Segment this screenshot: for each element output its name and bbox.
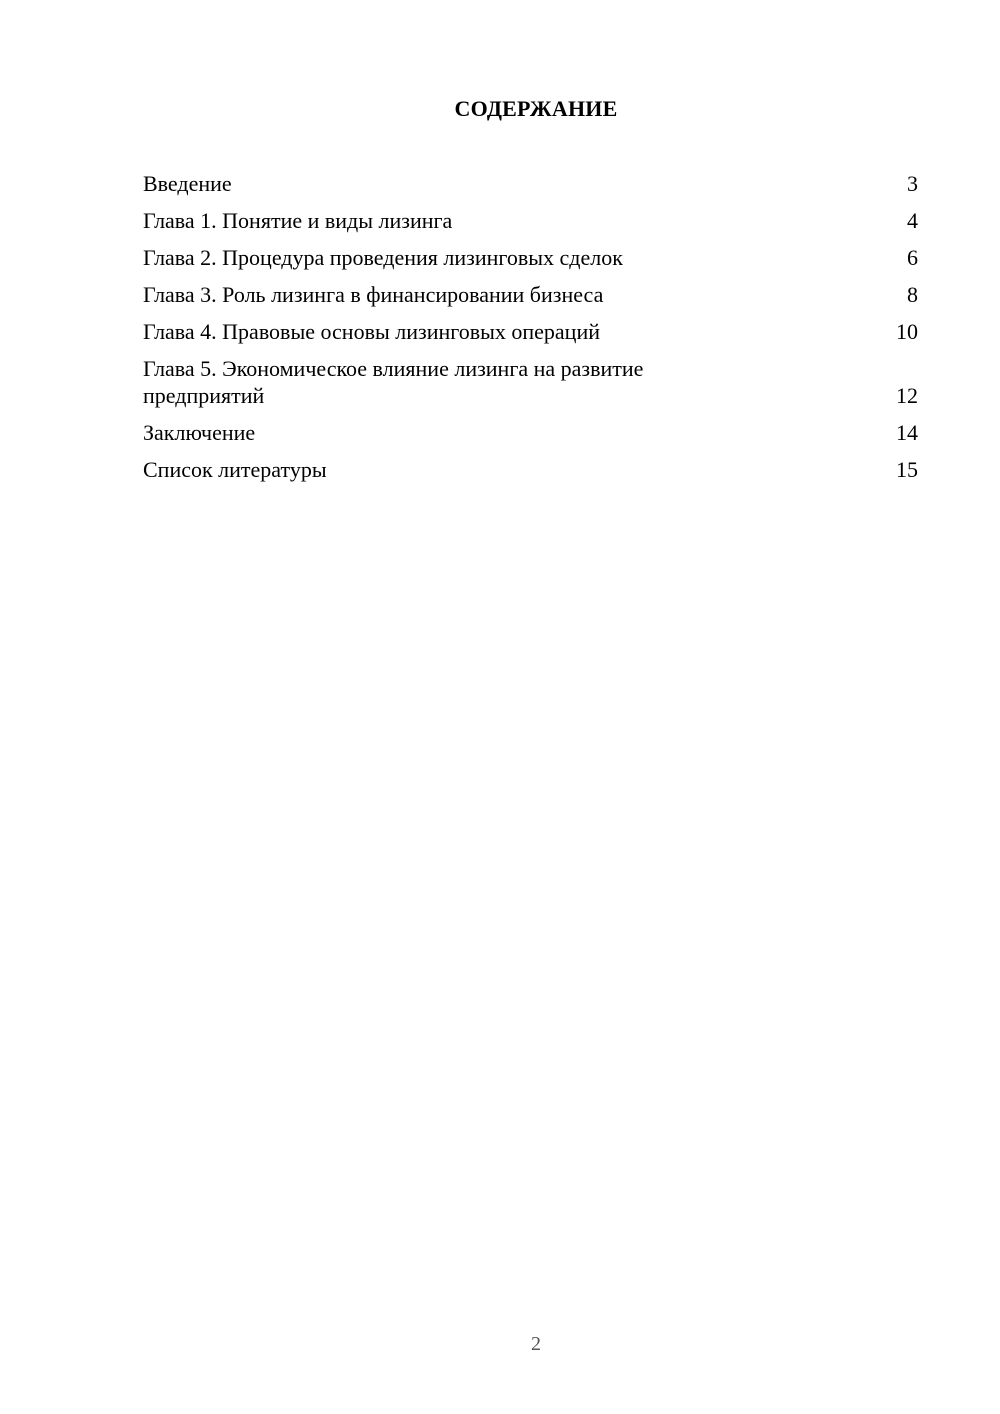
toc-entry-title: Глава 4. Правовые основы лизинговых операций (143, 319, 601, 344)
toc-entry-chapter-5 (143, 355, 918, 409)
toc-entry-title: Введение (143, 171, 232, 196)
toc-entry-page: 12 (896, 383, 918, 408)
toc-entry-title: Список литературы (143, 457, 327, 482)
toc-entry-page: 14 (896, 420, 918, 445)
toc-entry-page: 3 (907, 171, 918, 196)
toc-entry-title: Глава 3. Роль лизинга в финансировании бизнеса (143, 282, 604, 307)
toc-entry-title: Глава 2. Процедура проведения лизинговых сделок (143, 245, 623, 270)
toc-entry-chapter-1 (143, 207, 918, 234)
toc-entry-page: 8 (907, 282, 918, 307)
table-of-contents (143, 170, 918, 493)
page-title: СОДЕРЖАНИЕ (454, 96, 618, 121)
toc-entry-page: 4 (907, 208, 918, 233)
toc-entry-title: Заключение (143, 420, 256, 445)
page-number: 2 (531, 1333, 541, 1355)
toc-entry-page: 10 (896, 319, 918, 344)
toc-entry-chapter-4 (143, 318, 918, 345)
toc-entry-title: Глава 5. Экономическое влияние лизинга на развитие предприятий (143, 356, 644, 408)
toc-entry-introduction (143, 170, 918, 197)
toc-entry-page: 15 (896, 457, 918, 482)
toc-entry-title: Глава 1. Понятие и виды лизинга (143, 208, 453, 233)
toc-entry-page: 6 (907, 245, 918, 270)
toc-entry-bibliography (143, 456, 918, 483)
toc-entry-chapter-3 (143, 281, 918, 308)
toc-entry-chapter-2 (143, 244, 918, 271)
toc-entry-conclusion (143, 419, 918, 446)
